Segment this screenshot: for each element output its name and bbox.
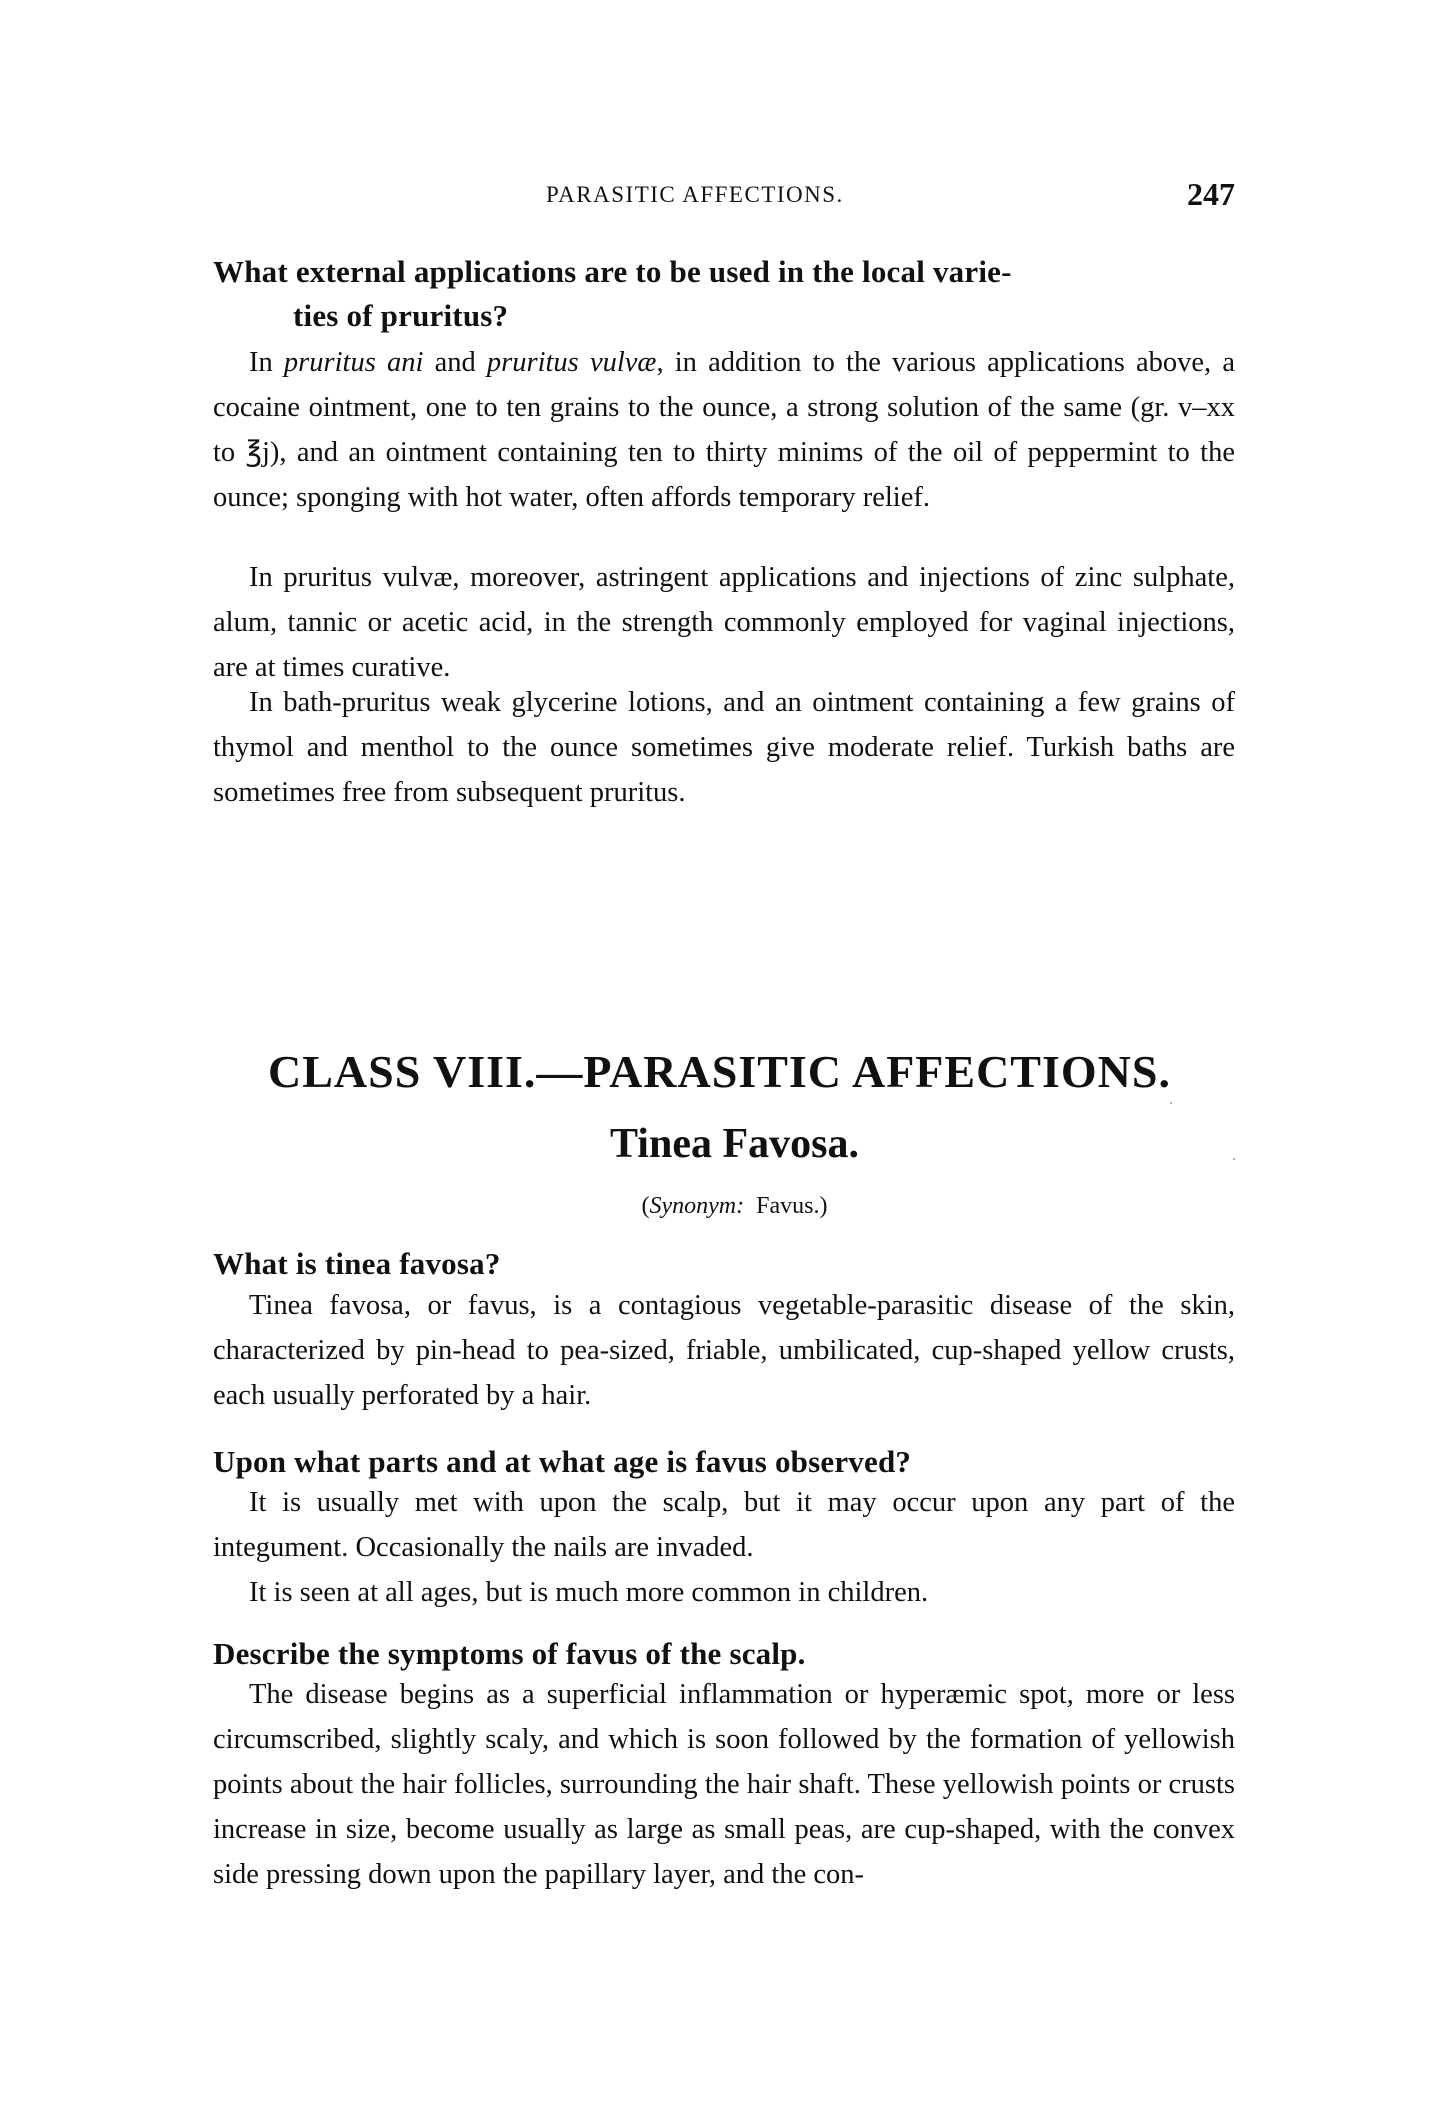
question-text: What external applications are to be used in the local varie- xyxy=(213,254,1012,289)
question-heading xyxy=(213,250,1243,338)
scan-speck xyxy=(1170,1102,1172,1104)
italic-term: pruritus ani xyxy=(283,347,424,378)
paragraph: In pruritus vulvæ, moreover, astringent applications and injections of zinc sulphate, alum, tannic or acetic acid, in the strength commonly employed for vaginal injections, are at times curative. xyxy=(213,562,1235,683)
paragraph: Tinea favosa, or favus, is a contagious vegetable-parasitic disease of the skin, characterized by pin-head to pea-sized, friable, umbilicated, cup-shaped yellow crusts, each usually perforated by a hair. xyxy=(213,1290,1235,1411)
synonym-value: Favus. xyxy=(756,1193,820,1219)
paragraph: In bath-pruritus weak glycerine lotions, and an ointment containing a few grains of thymol and menthol to the ounce sometimes give moderate relief. Turkish baths are sometimes free from subsequent pruritus. xyxy=(213,687,1235,808)
scan-speck xyxy=(1233,1158,1235,1160)
page-number: 247 xyxy=(1187,176,1235,212)
italic-term: pruritus vulvæ xyxy=(486,347,657,378)
question-text-continued: ties of pruritus? xyxy=(293,298,509,333)
running-head xyxy=(213,176,1235,222)
answer-paragraph xyxy=(213,555,1235,690)
question-heading: Describe the symptoms of favus of the scalp. xyxy=(213,1636,806,1671)
paragraph: It is usually met with upon the scalp, but it may occur upon any part of the integument. Occasionally the nails are invaded. xyxy=(213,1487,1235,1563)
paragraph xyxy=(213,340,1235,520)
text: and xyxy=(423,347,487,378)
answer-paragraph xyxy=(213,1672,1235,1897)
answer-paragraph xyxy=(213,1480,1235,1615)
paragraph: The disease begins as a superficial inflammation or hyperæmic spot, more or less circumscribed, slightly scaly, and which is soon followed by the formation of yellowish points about the hair follicles, surrounding the hair shaft. These yellowish points or crusts increase in size, become usually as large as small peas, are cup-shaped, with the convex side pressing down upon the papillary layer, and the con- xyxy=(213,1679,1235,1890)
answer-paragraph xyxy=(213,680,1235,815)
question-heading: What is tinea favosa? xyxy=(213,1246,501,1281)
class-heading: CLASS VIII.—PARASITIC AFFECTIONS. xyxy=(268,1046,1171,1097)
answer-paragraph xyxy=(213,1283,1235,1418)
paragraph: It is seen at all ages, but is much more common in children. xyxy=(249,1577,929,1608)
answer-paragraph xyxy=(213,340,1235,520)
running-title: PARASITIC AFFECTIONS. xyxy=(546,182,844,207)
question-heading: Upon what parts and at what age is favus observed? xyxy=(213,1444,912,1479)
synonym-line: (Synonym: Favus.) xyxy=(641,1193,828,1219)
section-title: Tinea Favosa. xyxy=(610,1121,859,1167)
text: In xyxy=(249,347,284,378)
text: , in addition to the various applications above, a cocaine ointment, one to ten grains to the ounce, a strong solution of the same (gr. v–xx to ℥j), and an ointment containing ten to thirty minims of the oil of peppermint to the ounce; sponging with hot water, often affords temporary relief. xyxy=(213,347,1235,513)
synonym-label: Synonym: xyxy=(649,1193,745,1219)
